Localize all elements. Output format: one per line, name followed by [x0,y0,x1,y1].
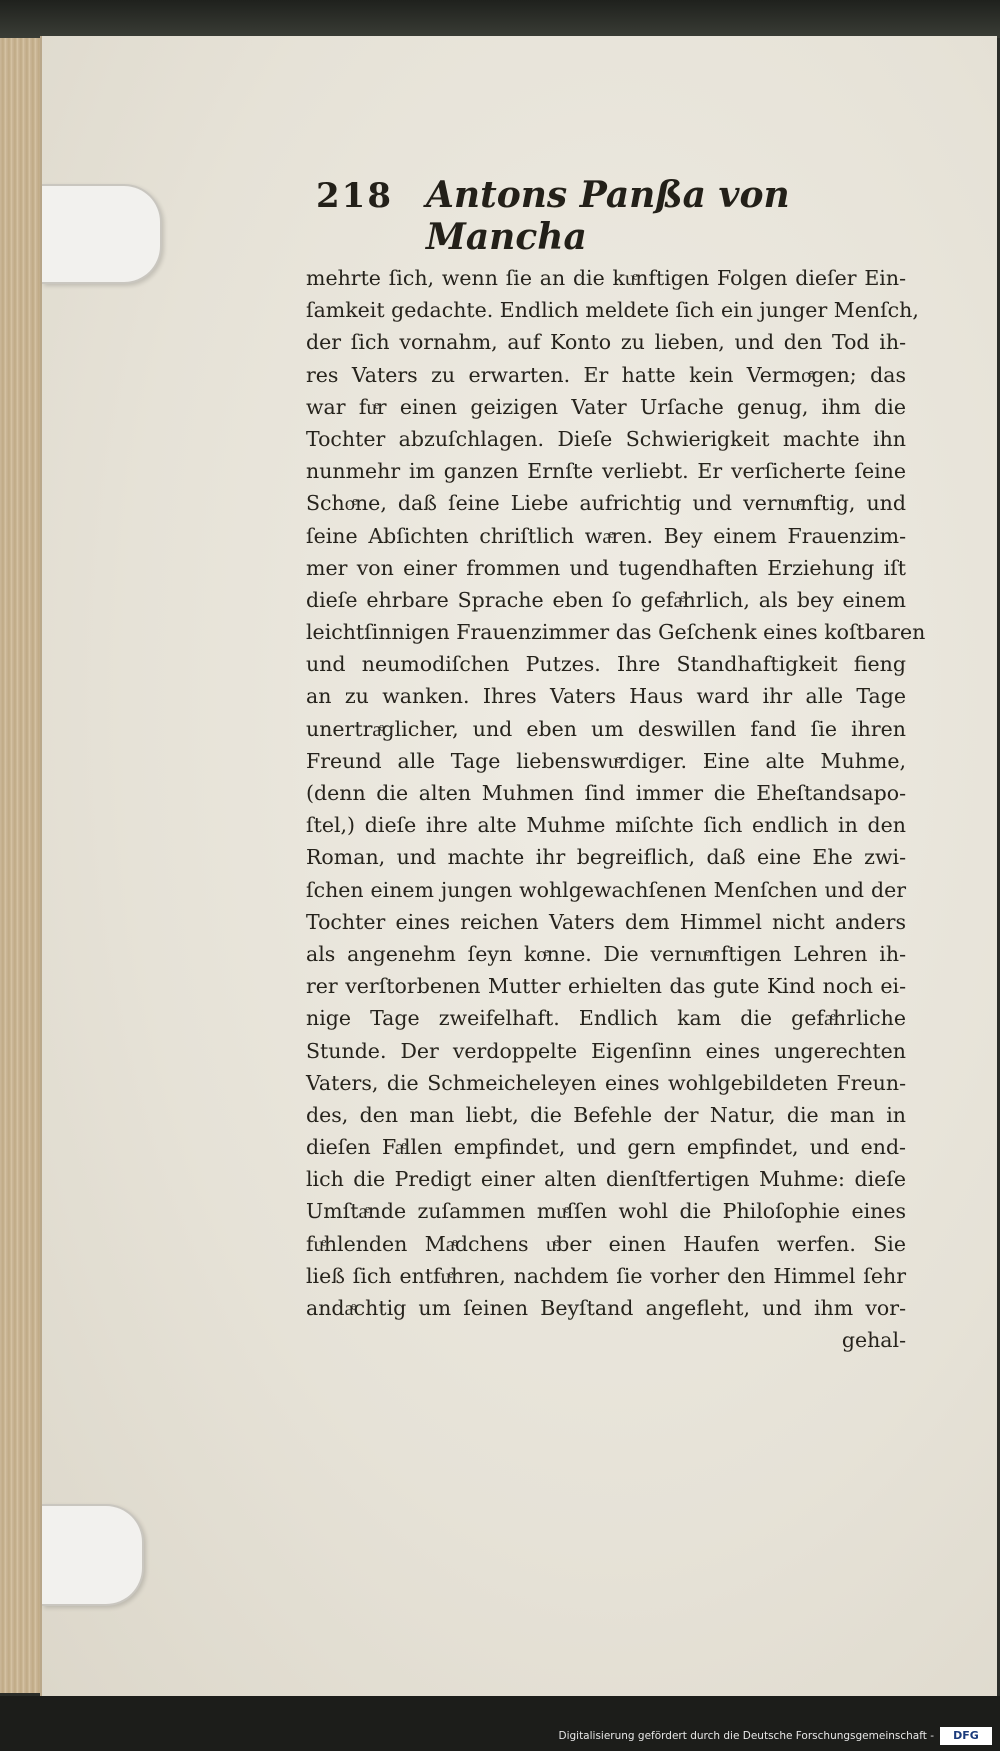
text-line: Tochter abzuſchlagen. Dieſe Schwierigkeit machte ihn [306,426,906,451]
running-title: Antons Panßa von Mancha [426,174,790,258]
text-line: der ſich vornahm, auf Konto zu lieben, und den Tod ih- [306,330,906,355]
text-line: war fuͤr einen geizigen Vater Urſache genug, ihm die [306,394,906,419]
text-line: und neumodiſchen Putzes. Ihre Standhaftigkeit fieng [306,652,906,677]
text-line: an zu wanken. Ihres Vaters Haus ward ihr alle Tage [306,684,906,709]
text-line: ſtel,) dieſe ihre alte Muhme miſchte ſich endlich in den [306,813,906,838]
text-line: mer von einer frommen und tugendhaften Erziehung iſt [306,555,906,580]
text-line: Vaters, die Schmeicheleyen eines wohlgebildeten Freun- [306,1070,906,1095]
text-line: des, den man liebt, die Befehle der Natur, die man in [306,1102,906,1127]
digitization-credit: Digitalisierung gefördert durch die Deutsche Forschungsgemeinschaft - [558,1730,934,1742]
text-line: andaͤchtig um ſeinen Beyſtand angefleht, und ihm vor- [306,1296,906,1320]
scan-top-edge [0,0,1000,38]
text-line: Umſtaͤnde zuſammen muͤſſen wohl die Philoſophie eines [306,1199,906,1224]
text-line: ſamkeit gedachte. Endlich meldete ſich ein junger Menſch, [306,298,919,323]
dfg-logo: DFG [940,1727,992,1745]
text-line: ſeine Abſichten chriſtlich waͤren. Bey einem Frauenzim- [306,523,906,548]
text-line: ließ ſich entfuͤhren, nachdem ſie vorher den Himmel ſehr [306,1263,906,1288]
text-line: Stunde. Der verdoppelte Eigenſinn eines ungerechten [306,1038,906,1063]
page-clip-top [42,184,162,284]
text-line: dieſen Faͤllen empfindet, und gern empfindet, und end- [306,1135,906,1160]
text-line: Freund alle Tage liebenswuͤrdiger. Eine alte Muhme, [306,748,906,773]
page-clip-bottom [42,1504,144,1606]
text-line: dieſe ehrbare Sprache eben ſo gefaͤhrlich, als bey einem [306,587,906,612]
page-number: 218 [316,176,393,216]
text-line: mehrte ſich, wenn ſie an die kuͤnftigen Folgen dieſer Ein- [306,266,906,290]
text-line: (denn die alten Muhmen ſind immer die Eheſtandsapo- [306,781,906,805]
text-line: Schoͤne, daß ſeine Liebe aufrichtig und vernuͤnftig, und [306,491,906,516]
text-line: nunmehr im ganzen Ernſte verliebt. Er verſicherte ſeine [306,459,906,484]
text-line: Tochter eines reichen Vaters dem Himmel nicht anders [306,909,906,934]
body-text [306,262,926,1356]
scan-bottom-bar [0,1696,1000,1751]
text-line: rer verſtorbenen Mutter erhielten das gute Kind noch ei- [306,974,906,999]
text-line: als angenehm ſeyn koͤnne. Die vernuͤnftigen Lehren ih- [306,941,906,966]
text-line: ſchen einem jungen wohlgewachſenen Menſchen und der [306,877,906,902]
text-line: leichtſinnigen Frauenzimmer das Geſchenk eines koſtbaren [306,620,926,645]
text-line: lich die Predigt einer alten dienſtfertigen Muhme: dieſe [306,1167,906,1192]
text-line: gehal- [841,1328,906,1353]
text-line: nige Tage zweifelhaft. Endlich kam die gefaͤhrliche [306,1006,906,1031]
text-line: unertraͤglicher, und eben um deswillen fand ſie ihren [306,716,906,741]
page-header [316,168,836,258]
text-line: res Vaters zu erwarten. Er hatte kein Vermoͤgen; das [306,362,906,387]
text-line: fuͤhlenden Maͤdchens uͤber einen Haufen werfen. Sie [306,1231,906,1256]
text-line: Roman, und machte ihr begreiflich, daß eine Ehe zwi- [306,845,906,870]
